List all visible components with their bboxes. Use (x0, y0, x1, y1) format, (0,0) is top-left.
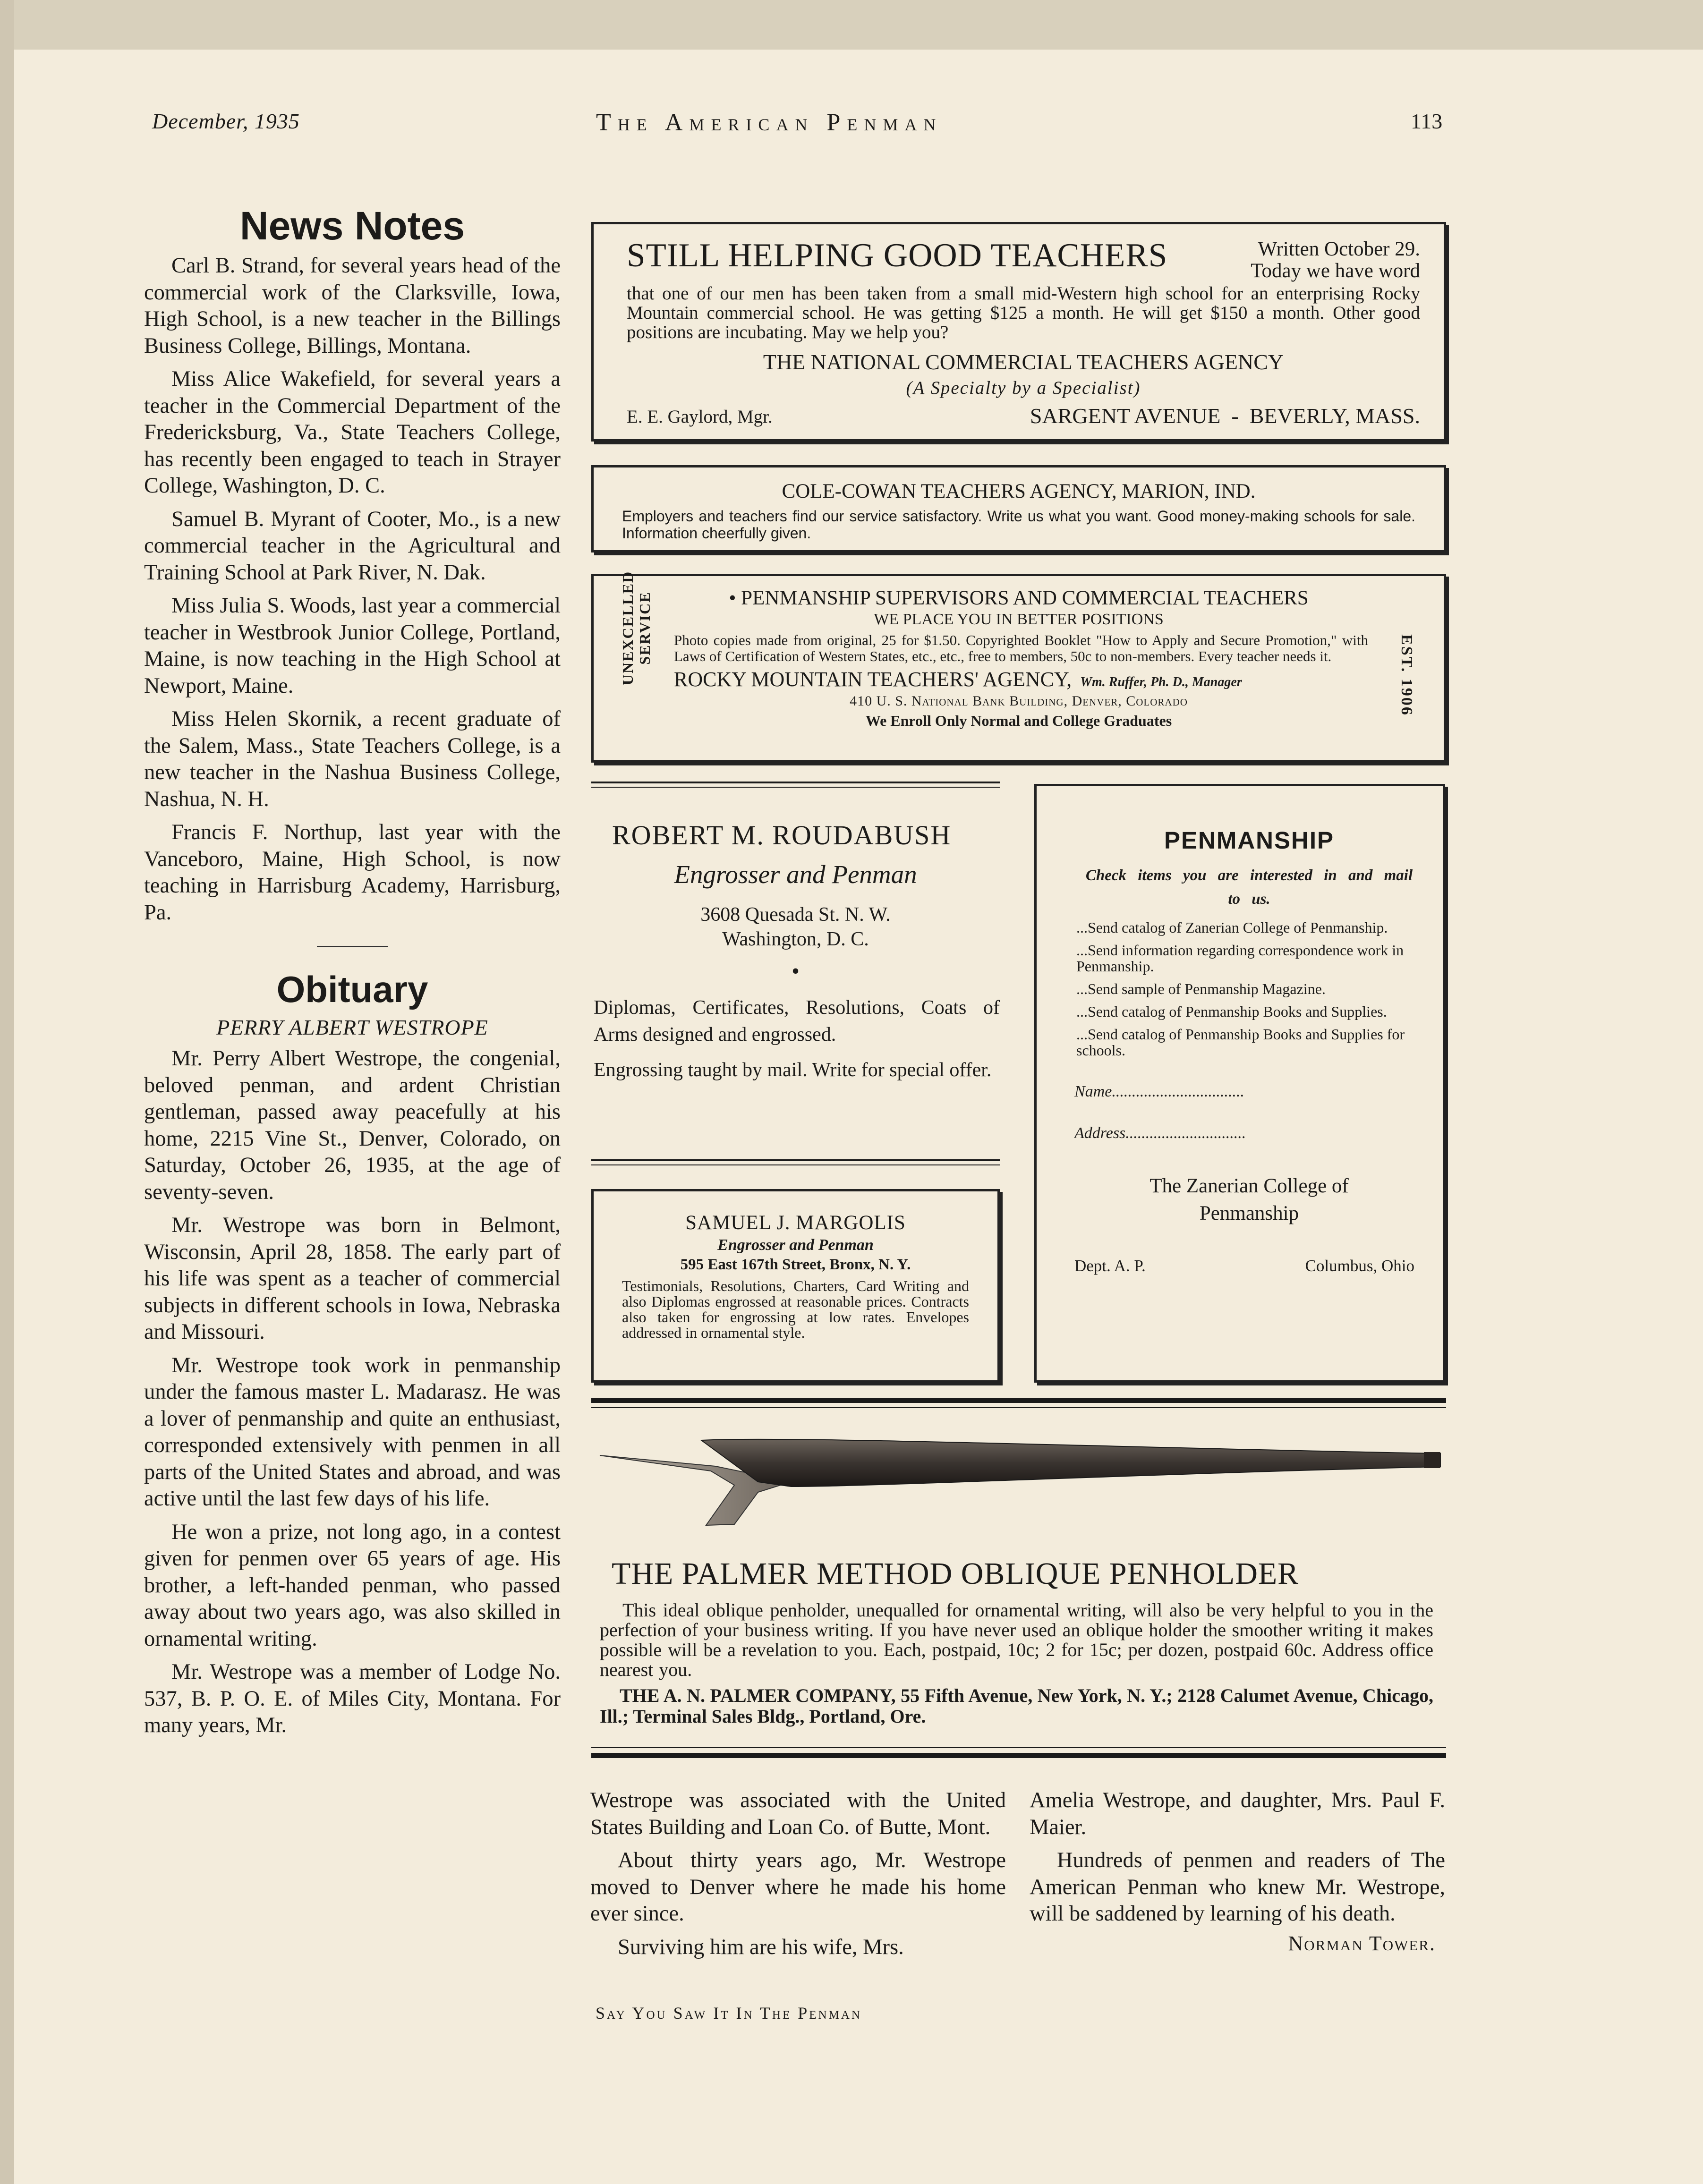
obituary-paragraph: He won a prize, not long ago, in a contest given for penmen over 65 years of age. His brother, a left-handed penman, who passed away about two years ago, was also skilled in ornamental writing. (144, 1520, 561, 1651)
zanerian-name-field[interactable]: Name................................. (1074, 1083, 1244, 1100)
zanerian-item[interactable]: ...Send information regarding correspondence work in Penmanship. (1076, 942, 1404, 975)
footer-slogan: Say You Saw It In The Penman (596, 2004, 862, 2023)
obituary-paragraph: Mr. Westrope took work in penmanship under the famous master L. Madarasz. He was a lover of penmanship and quite an enthusiast, corresponded extensively with penmen in all parts of the United States and abroad, and was active until the last few days of his life. (144, 1353, 561, 1511)
penholder-illustration (593, 1426, 1445, 1528)
news-notes-heading: News Notes (239, 204, 465, 248)
news-paragraph: Samuel B. Myrant of Cooter, Mo., is a new commercial teacher in the Agricultural and Training School at Park River, N. Dak. (144, 507, 561, 585)
zanerian-instruction: Check items you are interested in and mail to us. (1085, 867, 1413, 908)
news-paragraph: Francis F. Northup, last year with the Vanceboro, Maine, High School, is now teaching in Harrisburg Academy, Harrisburg, Pa. (144, 820, 561, 925)
roudabush-addr1: 3608 Quesada St. N. W. (700, 904, 891, 926)
news-paragraph: Carl B. Strand, for several years head of the commercial work of the Clarksville, Iowa, High School, is a new teacher in the Billings Business College, Billings, Montana. (144, 254, 561, 358)
national-ad-line1: Today we have word (1251, 260, 1420, 282)
zanerian-college: The Zanerian College of Penmanship (1150, 1175, 1349, 1224)
margolis-body: Testimonials, Resolutions, Charters, Card Writing and also Diplomas engrossed at reasonable prices. Contracts also taken for engrossing at low rates. Envelopes addressed in ornamental style. (622, 1277, 969, 1341)
zanerian-items (1074, 919, 1424, 1058)
roudabush-title: Engrosser and Penman (674, 860, 917, 889)
roudabush-addr2: Washington, D. C. (722, 928, 869, 950)
rocky-ad-side-left: UNEXCELLED SERVICE (619, 570, 653, 686)
magazine-title: The American Penman (596, 109, 943, 136)
rocky-mountain-ad (591, 570, 1446, 763)
zanerian-item[interactable]: ...Send catalog of Penmanship Books and Supplies. (1076, 1003, 1387, 1020)
roudabush-ad (591, 819, 1000, 1084)
roudabush-bullet: • (792, 959, 800, 984)
margolis-name: SAMUEL J. MARGOLIS (685, 1212, 906, 1234)
national-ad-written: Written October 29. (1258, 238, 1420, 260)
zanerian-dept: Dept. A. P. (1074, 1257, 1146, 1275)
obituary-paragraph: Hundreds of penmen and readers of The American Penman who knew Mr. Westrope, will be saddened by learning of his death. (1030, 1848, 1445, 1926)
news-paragraph: Miss Julia S. Woods, last year a commercial teacher in Westbrook Junior College, Portland, Maine, is now teaching in the High School at Newport, Maine. (144, 594, 561, 698)
national-ad-body: that one of our men has been taken from a small mid-Western high school for an enterprising Rocky Mountain commercial school. He was getting $125 a month. He will get $150 a month. Other good positions are incubating. May we help you? (627, 283, 1420, 342)
left-column (144, 203, 561, 1746)
zanerian-title: PENMANSHIP (1164, 827, 1335, 854)
palmer-company: THE A. N. PALMER COMPANY, 55 Fifth Avenue, New York, N. Y.; 2128 Calumet Avenue, Chicago, Ill.; Terminal Sales Bldg., Portland, Ore. (600, 1685, 1433, 1727)
cole-ad-body: Employers and teachers find our service satisfactory. Write us what you want. Good money-making schools for sale. Information cheerfully given. (622, 508, 1415, 542)
national-ad-tagline: (A Specialty by a Specialist) (906, 378, 1141, 398)
palmer-ad (600, 1556, 1433, 1727)
national-ad-address: SARGENT AVENUE - BEVERLY, MASS. (1030, 404, 1420, 428)
rocky-ad-body: Photo copies made from original, 25 for $1.50. Copyrighted Booklet "How to Apply and Secure Promotion," with Laws of Certification of Western States, etc., etc., free to members, 50c to non-members. Every teacher needs it. (674, 632, 1368, 664)
rocky-ad-side-right: EST. 1906 (1398, 634, 1415, 716)
rocky-ad-subtitle: WE PLACE YOU IN BETTER POSITIONS (874, 611, 1164, 628)
margolis-address: 595 East 167th Street, Bronx, N. Y. (680, 1256, 911, 1273)
rocky-ad-agency: ROCKY MOUNTAIN TEACHERS' AGENCY, (674, 668, 1072, 691)
obituary-paragraph: Mr. Westrope was born in Belmont, Wisconsin, April 28, 1858. The early part of his life was spent as a teacher of commercial subjects in different schools in Iowa, Nebraska and Missouri. (144, 1213, 561, 1344)
zanerian-city: Columbus, Ohio (1305, 1257, 1414, 1275)
zanerian-item[interactable]: ...Send sample of Penmanship Magazine. (1076, 980, 1326, 997)
page-number: 113 (1411, 109, 1443, 133)
obituary-heading: Obituary (276, 969, 428, 1010)
zanerian-item[interactable]: ...Send catalog of Zanerian College of Penmanship. (1076, 919, 1388, 936)
national-ad-headline: STILL HELPING GOOD TEACHERS (627, 237, 1168, 274)
roudabush-body1: Diplomas, Certificates, Resolutions, Coats of Arms designed and engrossed. (594, 997, 1000, 1045)
obituary-paragraph: Westrope was associated with the United States Building and Loan Co. of Butte, Mont. (590, 1788, 1006, 1839)
rocky-ad-enroll: We Enroll Only Normal and College Graduates (865, 712, 1172, 729)
obituary-continued-middle (590, 1787, 1006, 1967)
zanerian-item[interactable]: ...Send catalog of Penmanship Books and Supplies for schools. (1076, 1026, 1405, 1059)
obituary-paragraph: Surviving him are his wife, Mrs. (618, 1935, 904, 1959)
national-ad-manager: E. E. Gaylord, Mgr. (627, 407, 773, 427)
news-paragraph: Miss Helen Skornik, a recent graduate of the Salem, Mass., State Teachers College, is a new teacher in the Nashua Business College, Nashua, N. H. (144, 707, 561, 811)
margolis-ad (591, 1189, 1000, 1383)
roudabush-name: ROBERT M. ROUDABUSH (612, 820, 952, 850)
obituary-paragraph: About thirty years ago, Mr. Westrope moved to Denver where he made his home ever since. (590, 1848, 1006, 1926)
rule-bottom-1 (591, 1159, 1000, 1161)
palmer-top-rule (591, 1398, 1446, 1403)
rule-top-2 (591, 787, 1000, 788)
palmer-body: This ideal oblique penholder, unequalled for ornamental writing, will also be very helpful to you in the perfection of your business writing. If you have never used an oblique holder the smoother writing it makes possible will be a revelation to you. Each, postpaid, 10c; 2 for 15c; per dozen, postpaid 60c. Address office nearest you. (600, 1599, 1433, 1680)
obituary-paragraph: Mr. Perry Albert Westrope, the congenial, beloved penman, and ardent Christian gentleman, passed away peacefully at his home, 2215 Vine St., Denver, Colorado, on Saturday, October 26, 1935, at the age of seventy-seven. (144, 1046, 561, 1204)
national-agency-ad (591, 222, 1446, 442)
margolis-title: Engrosser and Penman (717, 1236, 874, 1254)
palmer-headline: THE PALMER METHOD OBLIQUE PENHOLDER (612, 1556, 1299, 1591)
obituary-continued-right (1030, 1787, 1445, 1955)
palmer-bottom-rule-thin (591, 1747, 1446, 1748)
rocky-ad-address: 410 U. S. National Bank Building, Denver, Colorado (850, 693, 1188, 709)
rule-top-1 (591, 782, 1000, 783)
scan-left-margin (0, 0, 14, 2184)
issue-date: December, 1935 (152, 109, 300, 133)
obituary-subheading: PERRY ALBERT WESTROPE (216, 1015, 488, 1039)
cole-cowan-ad (591, 465, 1446, 552)
cole-ad-title: COLE-COWAN TEACHERS AGENCY, MARION, IND. (782, 480, 1256, 502)
rocky-ad-manager: Wm. Ruffer, Ph. D., Manager (1080, 675, 1242, 689)
news-paragraph: Miss Alice Wakefield, for several years a teacher in the Commercial Department of the Fredericksburg, Va., State Teachers College, has recently been engaged to teach in Strayer College, Washington, D. C. (144, 367, 561, 498)
palmer-top-rule-thin (591, 1407, 1446, 1408)
obituary-author: Norman Tower. (1288, 1931, 1436, 1955)
palmer-bottom-rule (591, 1753, 1446, 1758)
zanerian-address-field[interactable]: Address.............................. (1074, 1124, 1246, 1142)
obituary-paragraph: Amelia Westrope, and daughter, Mrs. Paul F. Maier. (1030, 1788, 1445, 1839)
zanerian-ad (1034, 784, 1445, 1383)
national-ad-agency: THE NATIONAL COMMERCIAL TEACHERS AGENCY (763, 350, 1284, 374)
rule-bottom-2 (591, 1164, 1000, 1165)
obituary-paragraph: Mr. Westrope was a member of Lodge No. 537, B. P. O. E. of Miles City, Montana. For many years, Mr. (144, 1660, 561, 1737)
section-divider (317, 946, 388, 947)
rocky-ad-title: • PENMANSHIP SUPERVISORS AND COMMERCIAL TEACHERS (729, 587, 1309, 609)
scan-top-margin (0, 0, 1703, 50)
roudabush-body2: Engrossing taught by mail. Write for special offer. (594, 1059, 992, 1081)
